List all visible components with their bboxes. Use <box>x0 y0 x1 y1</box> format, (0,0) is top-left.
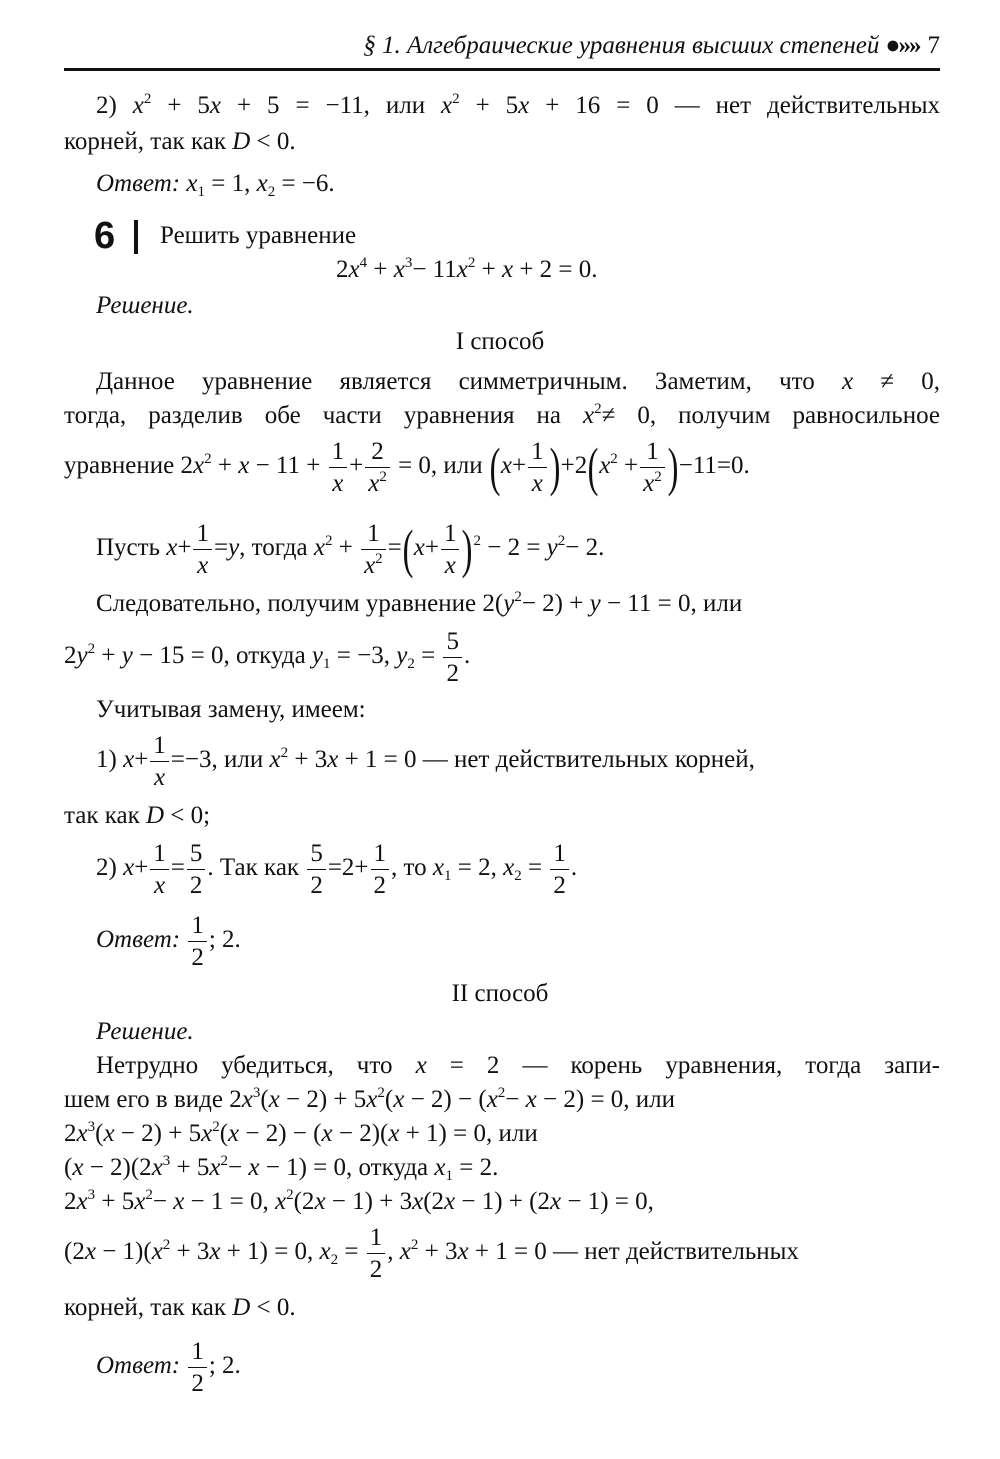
m2-solution-label: Решение. <box>96 1018 194 1045</box>
m1-line-1: Данное уравнение является симметричным. Заметим, что x ≠ 0, <box>96 368 940 395</box>
m2-line-1: Нетрудно убедиться, что x = 2 — корень уравнения, тогда запи- <box>96 1052 941 1079</box>
m2-line-7: корней, так как D < 0. <box>64 1294 296 1321</box>
m1-line-2: тогда, разделив обе части уравнения на $x^2\ne 0$, получим равносильное <box>64 401 940 429</box>
m1-quadratic: $2y^2 + y - 15 = 0$, откуда $y_1 = -3$, $y_2$ = $\frac{5}{2}$ . <box>64 627 471 687</box>
m2-answer: Ответ: $\frac{1}{2}$ ; 2. <box>96 1337 241 1397</box>
problem-number: 6 <box>94 215 116 257</box>
running-header <box>64 28 940 71</box>
problem-title: Решить уравнение <box>160 222 357 249</box>
m2-line-3: $2x^3(x - 2) + 5x^2(x - 2) - (x - 2)(x + 1) = 0$, или <box>64 1119 538 1147</box>
m2-line-4: $(x - 2)(2x^3 + 5x^2- x - 1) = 0$, откуда $x_1 = 2$. <box>64 1153 499 1184</box>
m1-case-2: 2) x+ $\frac{1}{x}$ = $\frac{5}{2}$ . Так как $\frac{5}{2}$ =2+ $\frac{1}{2}$ , то $x_1 = 2$, $x_2$ = $\frac{1}{2}$ . <box>96 839 578 899</box>
m2-line-6: $(2x - 1)(x^2 + 3x + 1) = 0$, $x_2$ = $\frac{1}{2}$ , $x^2 + 3x + 1 = 0$ — нет действительных <box>64 1223 799 1283</box>
page-marker: ●»» <box>885 32 920 59</box>
m1-hence: Следовательно, получим уравнение $2(y^2- 2) + y - 11 = 0$, или <box>96 589 743 617</box>
method-1-title: I способ <box>455 328 545 355</box>
case-2-line: 2) $x^2 + 5x + 5 = -11$, или $x^2 + 5x + 16 = 0$ — нет действительных <box>96 91 940 119</box>
m1-substitution: Пусть x+ $\frac{1}{x}$ =y, тогда $x^2$ + $\frac{1}{x^2}$ =(x+ $\frac{1}{x}$ )$^2 - 2 = y^2- 2$. <box>96 519 605 580</box>
m1-line-3: уравнение $2x^2 + x - 11$ + $\frac{1}{x}$ + $\frac{2}{x^2}$ = 0, или (x+ $\frac{1}{x}$ )$+2(x^2$ + $\frac{1}{x^2}$ )−11=0. <box>64 437 750 498</box>
solution-label: Решение. <box>96 292 194 319</box>
m1-answer: Ответ: $\frac{1}{2}$ ; 2. <box>96 911 241 971</box>
m1-case-1: 1) x+ $\frac{1}{x}$ =−3, или $x^2 + 3x + 1 = 0$ — нет действительных корней, <box>96 731 755 791</box>
answer-prev: Ответ: $x_1 = 1$, $x_2 = -6$. <box>96 170 335 200</box>
method-2-title: II способ <box>451 980 549 1007</box>
section-title: § 1. Алгебраические уравнения высших степеней <box>363 32 880 59</box>
page-number: 7 <box>927 32 940 59</box>
m1-considering: Учитывая замену, имеем: <box>96 696 366 723</box>
problem-bar <box>134 220 138 254</box>
problem-equation: $2x^4 + x^3- 11x^2 + x + 2 = 0$. <box>336 255 598 283</box>
m2-line-2: шем его в виде $2x^3(x - 2) + 5x^2(x - 2) - (x^2- x - 2) = 0$, или <box>64 1085 676 1113</box>
m1-case-1-cont: так как D < 0; <box>64 802 211 829</box>
case-2-cont: корней, так как D < 0. <box>64 128 296 155</box>
m2-line-5: $2x^3 + 5x^2- x - 1 = 0$, $x^2(2x - 1) + 3x(2x - 1) + (2x - 1) = 0$, <box>64 1187 654 1215</box>
